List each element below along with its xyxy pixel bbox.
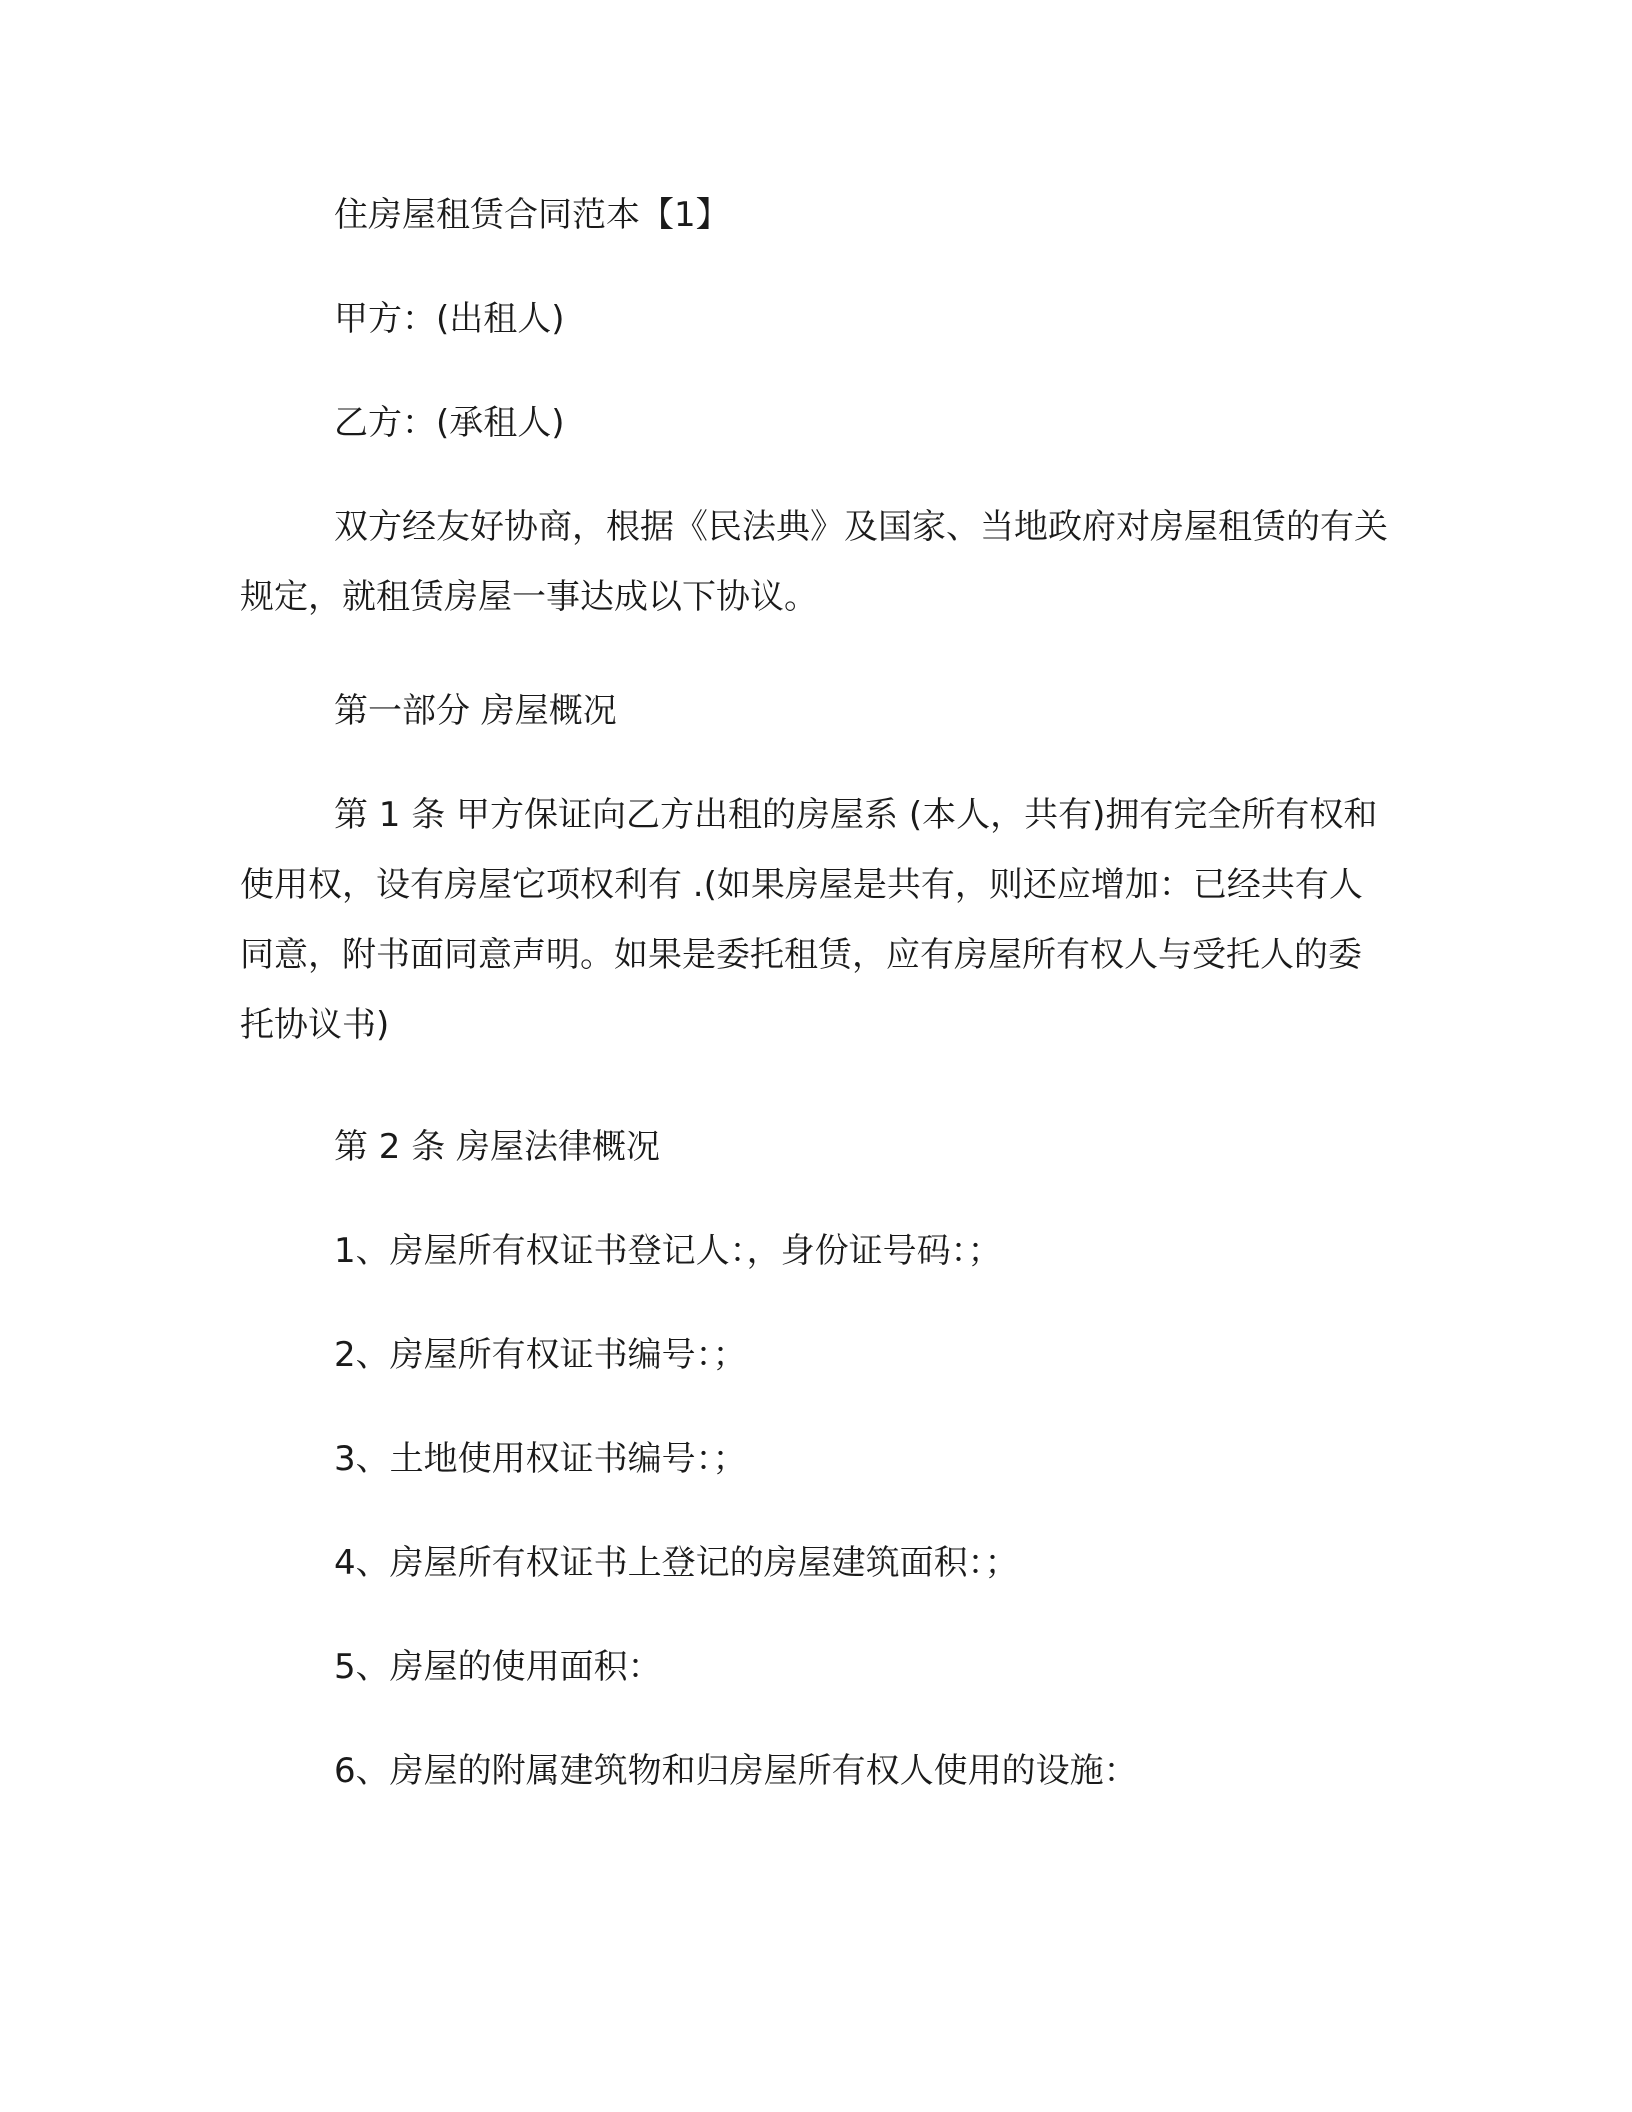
party-b-line: 乙方：(承租人) <box>334 403 565 443</box>
article-1-paragraph: 第 1 条 甲方保证向乙方出租的房屋系 (本人，共有)拥有完全所有权和使用权，设有房屋它项权利有 .(如果房屋是共有，则还应增加：已经共有人同意，附书面同意声明。如果是委托租赁，应有房屋所有权人与受托人的委托协议书) <box>240 795 1378 1045</box>
part-one-heading: 第一部分 房屋概况 <box>334 691 617 731</box>
list-item: 6、房屋的附属建筑物和归房屋所有权人使用的设施： <box>334 1751 1138 1791</box>
intro-paragraph: 双方经友好协商，根据《民法典》及国家、当地政府对房屋租赁的有关规定，就租赁房屋一事达成以下协议。 <box>240 507 1388 617</box>
list-item: 5、房屋的使用面积： <box>334 1647 662 1687</box>
article-2-heading: 第 2 条 房屋法律概况 <box>334 1127 661 1167</box>
list-item: 1、房屋所有权证书登记人：，身份证号码：； <box>334 1231 1002 1271</box>
party-a-line: 甲方：(出租人) <box>334 299 565 339</box>
list-item: 4、房屋所有权证书上登记的房屋建筑面积：； <box>334 1543 1019 1583</box>
list-item: 2、房屋所有权证书编号：； <box>334 1335 747 1375</box>
document-title: 住房屋租赁合同范本【1】 <box>334 195 730 235</box>
list-item: 3、土地使用权证书编号：； <box>334 1439 747 1479</box>
